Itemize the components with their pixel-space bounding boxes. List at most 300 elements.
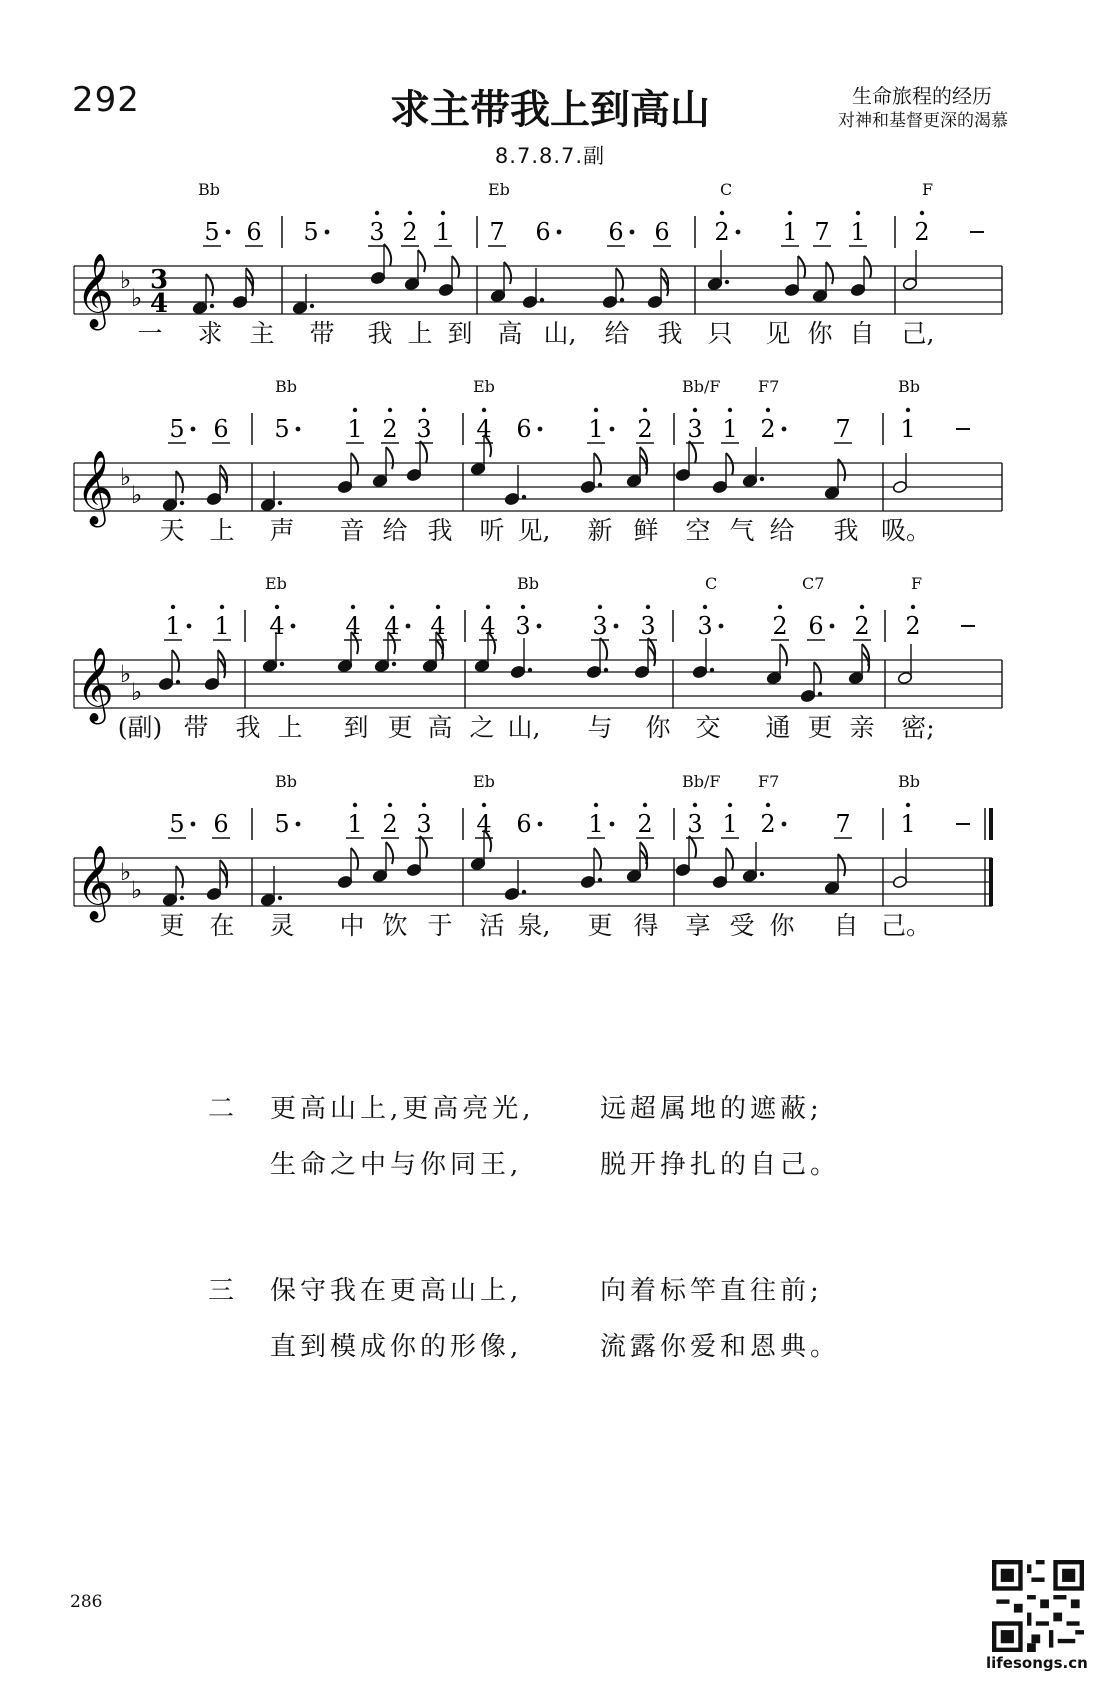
jianpu-note: 4 bbox=[384, 612, 400, 640]
chord-symbol: Eb bbox=[488, 180, 510, 199]
lyric-syllable: 亲 bbox=[849, 713, 875, 742]
page-number: 286 bbox=[70, 1592, 103, 1612]
lyric-syllable: 见 bbox=[765, 319, 791, 348]
note-flag bbox=[594, 453, 601, 475]
subcategory: 对神和基督更深的渴慕 bbox=[838, 111, 1008, 131]
jianpu-dot bbox=[191, 822, 196, 827]
jianpu-dot bbox=[736, 230, 741, 235]
jianpu-note: 3 bbox=[515, 612, 531, 640]
note-dot bbox=[598, 483, 602, 487]
jianpu-dot bbox=[291, 624, 296, 629]
jianpu-note: 3 bbox=[697, 612, 713, 640]
verse-half: 保守我在更高山上, bbox=[270, 1276, 523, 1306]
jianpu-note: 1 bbox=[722, 415, 738, 443]
note-flag bbox=[689, 836, 696, 858]
jianpu-note: 1 bbox=[347, 810, 363, 838]
jianpu-note: 1 bbox=[435, 218, 451, 246]
jianpu-high-dot bbox=[390, 605, 394, 609]
lyric-syllable: 新 bbox=[587, 516, 613, 545]
flat-icon: ♭ bbox=[120, 463, 132, 491]
jianpu-high-dot bbox=[388, 408, 392, 412]
note-flag bbox=[452, 256, 459, 278]
note-dot bbox=[278, 896, 282, 900]
note-flag bbox=[616, 268, 623, 290]
jianpu-high-dot bbox=[220, 605, 224, 609]
lyric-syllable: 活 bbox=[479, 911, 505, 940]
lyric-syllable: 泉, bbox=[517, 911, 551, 940]
lyric-syllable: 我 bbox=[235, 713, 261, 742]
lyric-syllable: 给 bbox=[769, 516, 795, 545]
chord-symbol: C bbox=[705, 574, 718, 593]
jianpu-note: 2 bbox=[637, 810, 653, 838]
lyric-syllable: 更 bbox=[587, 911, 613, 940]
lyric-syllable: 高 bbox=[427, 713, 453, 742]
jianpu-high-dot bbox=[408, 211, 412, 215]
jianpu-note: 1 bbox=[347, 415, 363, 443]
note-dot bbox=[180, 896, 184, 900]
note-flag bbox=[798, 256, 805, 278]
jianpu-note: 1 bbox=[588, 810, 604, 838]
lyric-syllable: 主 bbox=[249, 319, 275, 348]
verse-number: 三 bbox=[208, 1276, 235, 1306]
lyric-syllable: 只 bbox=[707, 319, 733, 348]
jianpu-note: 6 bbox=[608, 218, 624, 246]
lyric-syllable: 之 bbox=[469, 713, 495, 742]
lyric-syllable: 享 bbox=[685, 911, 711, 940]
jianpu-note: 1 bbox=[850, 218, 866, 246]
jianpu-dot bbox=[630, 230, 635, 235]
verse-line bbox=[208, 1144, 840, 1200]
jianpu-dot bbox=[719, 624, 724, 629]
note-flag bbox=[864, 256, 871, 278]
jianpu-note: 3 bbox=[687, 810, 703, 838]
jianpu-note: 2 bbox=[382, 415, 398, 443]
lyric-syllable: 与 bbox=[587, 713, 613, 742]
lyric-syllable: 上 bbox=[407, 319, 433, 348]
verse-half: 流露你爱和恩典。 bbox=[600, 1332, 841, 1362]
lyric-syllable: 带 bbox=[309, 319, 335, 348]
jianpu-note: 6 bbox=[535, 218, 551, 246]
hymn-number: 292 bbox=[72, 80, 140, 120]
note-dot bbox=[540, 298, 544, 302]
time-signature-top: 3 bbox=[150, 265, 169, 295]
chord-symbol: Eb bbox=[473, 772, 495, 791]
jianpu-note: 3 bbox=[416, 415, 432, 443]
jianpu-high-dot bbox=[482, 803, 486, 807]
lyric-line bbox=[0, 708, 1100, 748]
verse-half: 更高山上,更高亮光, bbox=[270, 1094, 535, 1124]
note-dot bbox=[310, 304, 314, 308]
lyric-syllable: 得 bbox=[633, 911, 659, 940]
note-flag bbox=[838, 459, 845, 481]
verse-line bbox=[208, 1270, 840, 1326]
jianpu-high-dot bbox=[860, 605, 864, 609]
page-title: 求主带我上到高山 bbox=[390, 87, 710, 133]
jianpu-high-dot bbox=[436, 605, 440, 609]
lyric-syllable: 天 bbox=[159, 516, 185, 545]
jianpu-high-dot bbox=[598, 605, 602, 609]
treble-clef-icon: 𝄞 bbox=[76, 648, 114, 722]
jianpu-high-dot bbox=[703, 605, 707, 609]
lyric-syllable: 灵 bbox=[269, 911, 295, 940]
jianpu-note: 6 bbox=[246, 218, 262, 246]
jianpu-high-dot bbox=[728, 803, 732, 807]
jianpu-note: 2 bbox=[382, 810, 398, 838]
lyric-syllable: 我 bbox=[367, 319, 393, 348]
jianpu-note: 6 bbox=[654, 218, 670, 246]
jianpu-high-dot bbox=[906, 803, 910, 807]
jianpu-dot bbox=[614, 624, 619, 629]
jianpu-note: 1 bbox=[900, 810, 916, 838]
jianpu-high-dot bbox=[906, 408, 910, 412]
jianpu-high-dot bbox=[486, 605, 490, 609]
verse-half: 远超属地的遮蔽; bbox=[600, 1094, 823, 1124]
flat-icon: ♭ bbox=[120, 660, 132, 688]
chord-symbol: Eb bbox=[473, 377, 495, 396]
note-dot bbox=[180, 501, 184, 505]
jianpu-note: 7 bbox=[489, 218, 505, 246]
verse-half: 直到模成你的形像, bbox=[270, 1332, 523, 1362]
lyric-syllable: 音 bbox=[339, 516, 365, 545]
jianpu-high-dot bbox=[766, 408, 770, 412]
chord-symbol: C7 bbox=[802, 574, 825, 593]
jianpu-note: 4 bbox=[345, 612, 361, 640]
lyric-syllable: 更 bbox=[159, 911, 185, 940]
note-flag bbox=[351, 848, 358, 870]
note-flag bbox=[504, 262, 511, 284]
lyric-syllable: 你 bbox=[769, 911, 795, 940]
jianpu-note: 1 bbox=[722, 810, 738, 838]
note-flag bbox=[726, 453, 733, 475]
verse-half: 生命之中与你同王, bbox=[270, 1150, 523, 1180]
jianpu-note: 3 bbox=[369, 218, 385, 246]
jianpu-note: 5 bbox=[303, 218, 319, 246]
staff-svg bbox=[0, 373, 1100, 533]
lyric-syllable: 于 bbox=[427, 911, 453, 940]
treble-clef-icon: 𝄞 bbox=[76, 254, 114, 328]
lyric-syllable: 更 bbox=[807, 713, 833, 742]
chord-symbol: Bb bbox=[198, 180, 220, 199]
lyric-syllable: 在 bbox=[209, 911, 235, 940]
music-system bbox=[0, 373, 1100, 573]
jianpu-note: 5 bbox=[169, 415, 185, 443]
jianpu-high-dot bbox=[375, 211, 379, 215]
jianpu-note: 7 bbox=[814, 218, 830, 246]
note-flag bbox=[826, 262, 833, 284]
lyric-syllable: 交 bbox=[695, 713, 721, 742]
jianpu-high-dot bbox=[594, 408, 598, 412]
lyric-syllable: 我 bbox=[427, 516, 453, 545]
chord-symbol: Bb bbox=[898, 772, 920, 791]
lyric-syllable: 带 bbox=[183, 713, 209, 742]
chord-symbol: F bbox=[911, 574, 923, 593]
jianpu-high-dot bbox=[693, 803, 697, 807]
time-signature-bottom: 4 bbox=[150, 289, 169, 319]
verses bbox=[208, 1088, 840, 1382]
jianpu-note: 2 bbox=[402, 218, 418, 246]
flat-icon: ♭ bbox=[120, 858, 132, 886]
lyric-syllable: 鲜 bbox=[633, 516, 659, 545]
jianpu-dot bbox=[830, 624, 835, 629]
lyric-syllable: 己。 bbox=[880, 911, 932, 940]
chord-symbol: Bb bbox=[898, 377, 920, 396]
jianpu-note: 4 bbox=[476, 415, 492, 443]
chord-symbol: F7 bbox=[758, 377, 780, 396]
jianpu-note: 6 bbox=[808, 612, 824, 640]
note-dot bbox=[818, 692, 822, 696]
note-flag bbox=[594, 848, 601, 870]
note-dot bbox=[280, 662, 284, 666]
verse-line bbox=[208, 1326, 840, 1382]
music-system bbox=[0, 570, 1100, 770]
lyric-syllable: 山, bbox=[543, 319, 577, 348]
jianpu-note: 2 bbox=[760, 810, 776, 838]
jianpu-high-dot bbox=[646, 605, 650, 609]
chord-symbol: F7 bbox=[758, 772, 780, 791]
lyric-syllable: 吸。 bbox=[880, 516, 932, 545]
jianpu-note: 2 bbox=[637, 415, 653, 443]
lyric-syllable: (副) bbox=[117, 713, 163, 742]
jianpu-note: 5 bbox=[274, 810, 290, 838]
staff-svg bbox=[0, 176, 1100, 336]
jianpu-dot bbox=[187, 624, 192, 629]
lyric-syllable: 见, bbox=[517, 516, 551, 545]
flat-icon: ♭ bbox=[131, 481, 143, 509]
note-flag bbox=[814, 662, 821, 684]
jianpu-dot bbox=[782, 822, 787, 827]
jianpu-note: 4 bbox=[430, 612, 446, 640]
chord-symbol: Bb/F bbox=[682, 772, 721, 791]
jianpu-note: 6 bbox=[516, 810, 532, 838]
lyric-syllable: 听 bbox=[479, 516, 505, 545]
lyric-syllable: 我 bbox=[833, 516, 859, 545]
jianpu-dot bbox=[782, 427, 787, 432]
lyric-syllable: 受 bbox=[729, 911, 755, 940]
lyric-syllable: 自 bbox=[849, 319, 875, 348]
jianpu-dot bbox=[557, 230, 562, 235]
jianpu-high-dot bbox=[441, 211, 445, 215]
lyric-syllable: 上 bbox=[277, 713, 303, 742]
note-dot bbox=[210, 304, 214, 308]
note-dot bbox=[278, 501, 282, 505]
note-flag bbox=[420, 836, 427, 858]
jianpu-note: 5 bbox=[169, 810, 185, 838]
jianpu-high-dot bbox=[171, 605, 175, 609]
jianpu-note: 5 bbox=[274, 415, 290, 443]
jianpu-note: 6 bbox=[516, 415, 532, 443]
jianpu-note: 7 bbox=[835, 415, 851, 443]
jianpu-high-dot bbox=[482, 408, 486, 412]
note-flag bbox=[420, 441, 427, 463]
jianpu-note: 1 bbox=[165, 612, 181, 640]
jianpu-high-dot bbox=[856, 211, 860, 215]
lyric-syllable: 我 bbox=[657, 319, 683, 348]
chord-symbol: Bb bbox=[517, 574, 539, 593]
jianpu-note: 3 bbox=[640, 612, 656, 640]
staff-svg bbox=[0, 570, 1100, 730]
note-flag bbox=[386, 842, 393, 864]
flat-icon: ♭ bbox=[131, 284, 143, 312]
lyric-syllable: 更 bbox=[387, 713, 413, 742]
flat-icon: ♭ bbox=[131, 876, 143, 904]
note-dot bbox=[528, 668, 532, 672]
lyric-syllable: 空 bbox=[685, 516, 711, 545]
jianpu-high-dot bbox=[422, 408, 426, 412]
treble-clef-icon: 𝄞 bbox=[76, 846, 114, 920]
jianpu-note: 2 bbox=[914, 218, 930, 246]
jianpu-note: 4 bbox=[476, 810, 492, 838]
jianpu-high-dot bbox=[766, 803, 770, 807]
note-dot bbox=[176, 680, 180, 684]
note-dot bbox=[604, 668, 608, 672]
jianpu-note: 2 bbox=[772, 612, 788, 640]
jianpu-high-dot bbox=[720, 211, 724, 215]
note-flag bbox=[600, 638, 607, 660]
jianpu-note: 3 bbox=[592, 612, 608, 640]
lyric-syllable: 密; bbox=[901, 713, 935, 742]
jianpu-high-dot bbox=[911, 605, 915, 609]
flat-icon: ♭ bbox=[120, 266, 132, 294]
jianpu-high-dot bbox=[422, 803, 426, 807]
lyric-syllable: 到 bbox=[447, 319, 473, 348]
lyric-line bbox=[0, 511, 1100, 551]
jianpu-dot bbox=[296, 427, 301, 432]
lyric-syllable: 气 bbox=[729, 516, 755, 545]
verse-number-spacer bbox=[208, 1326, 270, 1382]
chord-symbol: F bbox=[922, 180, 934, 199]
jianpu-note: 3 bbox=[687, 415, 703, 443]
jianpu-note: 1 bbox=[782, 218, 798, 246]
chord-symbol: C bbox=[720, 180, 733, 199]
jianpu-note: 2 bbox=[905, 612, 921, 640]
jianpu-dot bbox=[406, 624, 411, 629]
lyric-syllable: 己, bbox=[901, 319, 935, 348]
jianpu-dot bbox=[610, 427, 615, 432]
note-dot bbox=[620, 298, 624, 302]
note-dot bbox=[725, 280, 729, 284]
note-flag bbox=[176, 471, 183, 493]
jianpu-high-dot bbox=[778, 605, 782, 609]
lyric-syllable: 上 bbox=[209, 516, 235, 545]
note-flag bbox=[384, 244, 391, 266]
jianpu-dot bbox=[296, 822, 301, 827]
jianpu-dot bbox=[538, 822, 543, 827]
lyric-syllable: 到 bbox=[343, 713, 369, 742]
website: lifesongs.cn bbox=[986, 1654, 1088, 1672]
note-flag bbox=[726, 848, 733, 870]
verse-number-spacer bbox=[208, 1144, 270, 1200]
category: 生命旅程的经历 bbox=[852, 84, 992, 108]
lyric-line bbox=[0, 314, 1100, 354]
verse-number: 二 bbox=[208, 1094, 235, 1124]
jianpu-note: 2 bbox=[760, 415, 776, 443]
jianpu-note: 1 bbox=[214, 612, 230, 640]
jianpu-high-dot bbox=[788, 211, 792, 215]
jianpu-note: 2 bbox=[854, 612, 870, 640]
note-flag bbox=[780, 644, 787, 666]
lyric-syllable: 你 bbox=[807, 319, 833, 348]
jianpu-high-dot bbox=[920, 211, 924, 215]
note-flag bbox=[351, 453, 358, 475]
jianpu-dot bbox=[325, 230, 330, 235]
jianpu-high-dot bbox=[643, 803, 647, 807]
jianpu-note: 6 bbox=[213, 415, 229, 443]
note-flag bbox=[206, 274, 213, 296]
treble-clef-icon: 𝄞 bbox=[76, 451, 114, 525]
jianpu-high-dot bbox=[643, 408, 647, 412]
chord-symbol: Bb/F bbox=[682, 377, 721, 396]
jianpu-note: 6 bbox=[213, 810, 229, 838]
jianpu-note: 1 bbox=[900, 415, 916, 443]
note-dot bbox=[710, 668, 714, 672]
note-dot bbox=[522, 495, 526, 499]
lyric-syllable: 一 bbox=[137, 319, 163, 348]
chord-symbol: Bb bbox=[275, 377, 297, 396]
lyric-syllable: 求 bbox=[197, 319, 223, 348]
lyric-line bbox=[0, 906, 1100, 946]
qr-code-icon bbox=[992, 1560, 1084, 1652]
jianpu-high-dot bbox=[275, 605, 279, 609]
verse-gap bbox=[208, 1200, 840, 1270]
note-flag bbox=[418, 250, 425, 272]
lyric-syllable: 给 bbox=[604, 319, 630, 348]
verse-line bbox=[208, 1088, 840, 1144]
jianpu-note: 3 bbox=[416, 810, 432, 838]
note-flag bbox=[176, 866, 183, 888]
note-dot bbox=[522, 890, 526, 894]
jianpu-high-dot bbox=[693, 408, 697, 412]
jianpu-high-dot bbox=[353, 803, 357, 807]
jianpu-dot bbox=[191, 427, 196, 432]
lyric-syllable: 高 bbox=[497, 319, 523, 348]
lyric-syllable: 中 bbox=[339, 911, 365, 940]
jianpu-high-dot bbox=[728, 408, 732, 412]
jianpu-dot bbox=[610, 822, 615, 827]
lyric-syllable: 自 bbox=[833, 911, 859, 940]
note-dot bbox=[760, 477, 764, 481]
jianpu-note: 1 bbox=[588, 415, 604, 443]
jianpu-high-dot bbox=[521, 605, 525, 609]
jianpu-high-dot bbox=[351, 605, 355, 609]
jianpu-dot bbox=[538, 427, 543, 432]
note-dot bbox=[760, 872, 764, 876]
note-flag bbox=[689, 441, 696, 463]
staff-svg bbox=[0, 768, 1100, 928]
jianpu-high-dot bbox=[594, 803, 598, 807]
note-flag bbox=[838, 854, 845, 876]
note-dot bbox=[392, 662, 396, 666]
jianpu-note: 5 bbox=[204, 218, 220, 246]
jianpu-high-dot bbox=[388, 803, 392, 807]
lyric-syllable: 给 bbox=[382, 516, 408, 545]
music-system bbox=[0, 176, 1100, 376]
jianpu-high-dot bbox=[353, 408, 357, 412]
music-system bbox=[0, 768, 1100, 968]
lyric-syllable: 通 bbox=[765, 713, 791, 742]
lyric-syllable: 你 bbox=[645, 713, 671, 742]
verse-half: 向着标竿直往前; bbox=[600, 1276, 823, 1306]
note-dot bbox=[598, 878, 602, 882]
note-flag bbox=[172, 650, 179, 672]
chord-symbol: Bb bbox=[275, 772, 297, 791]
verse-half: 脱开挣扎的自己。 bbox=[600, 1150, 841, 1180]
lyric-syllable: 饮 bbox=[382, 911, 408, 940]
chord-symbol: Eb bbox=[265, 574, 287, 593]
note-flag bbox=[386, 447, 393, 469]
jianpu-dot bbox=[537, 624, 542, 629]
lyric-syllable: 山, bbox=[507, 713, 541, 742]
meter: 8.7.8.7.副 bbox=[494, 144, 606, 168]
